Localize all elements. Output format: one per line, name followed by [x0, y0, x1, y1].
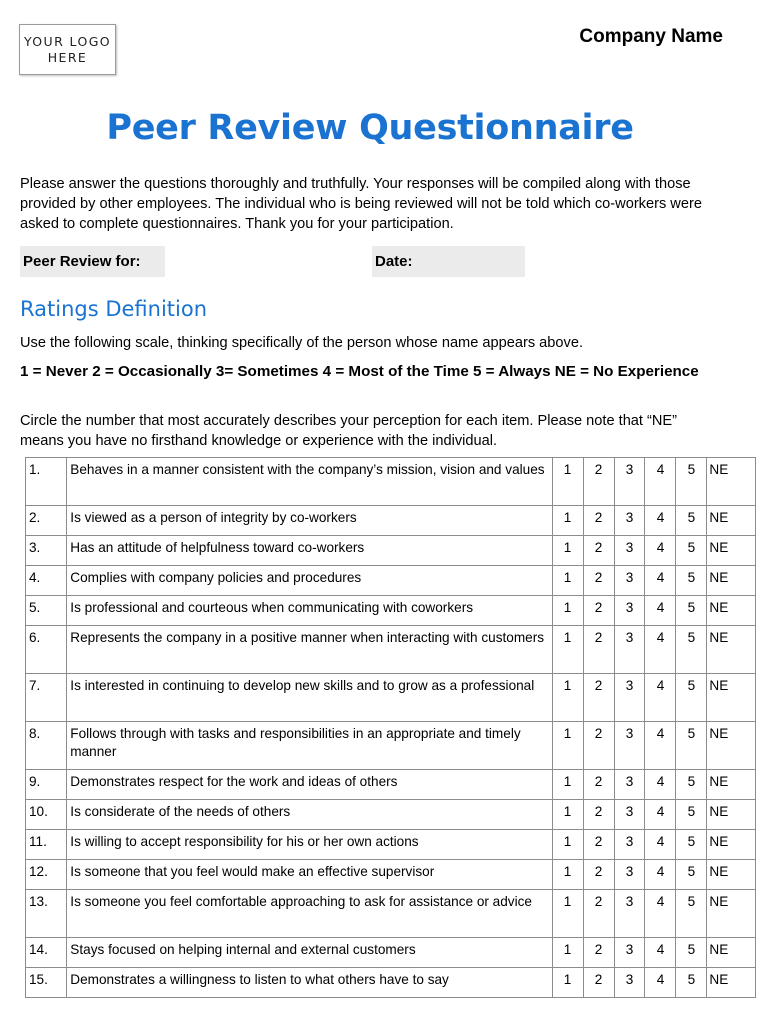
logo-line-1: YOUR LOGO — [23, 33, 112, 49]
rating-option-5[interactable]: 5 — [676, 938, 707, 968]
date-label: Date: — [375, 253, 413, 270]
rating-option-ne[interactable]: NE — [707, 674, 756, 722]
question-number: 1. — [26, 458, 67, 506]
rating-option-5[interactable]: 5 — [676, 968, 707, 998]
rating-option-5[interactable]: 5 — [676, 770, 707, 800]
logo-line-2: HERE — [47, 49, 88, 65]
rating-option-1[interactable]: 1 — [552, 566, 583, 596]
rating-option-5[interactable]: 5 — [676, 890, 707, 938]
rating-option-ne[interactable]: NE — [707, 938, 756, 968]
question-number: 11. — [26, 830, 67, 860]
question-text: Follows through with tasks and responsibilities in an appropriate and timely manner — [67, 722, 552, 770]
rating-option-3[interactable]: 3 — [614, 938, 645, 968]
question-text: Has an attitude of helpfulness toward co-workers — [67, 536, 552, 566]
rating-option-2[interactable]: 2 — [583, 770, 614, 800]
rating-option-4[interactable]: 4 — [645, 800, 676, 830]
rating-option-ne[interactable]: NE — [707, 860, 756, 890]
question-text: Stays focused on helping internal and external customers — [67, 938, 552, 968]
rating-option-1[interactable]: 1 — [552, 860, 583, 890]
question-row — [26, 536, 756, 566]
rating-option-1[interactable]: 1 — [552, 800, 583, 830]
rating-option-5[interactable]: 5 — [676, 596, 707, 626]
question-number: 4. — [26, 566, 67, 596]
rating-option-2[interactable]: 2 — [583, 830, 614, 860]
rating-option-1[interactable]: 1 — [552, 626, 583, 674]
rating-option-3[interactable]: 3 — [614, 626, 645, 674]
rating-option-1[interactable]: 1 — [552, 536, 583, 566]
rating-option-2[interactable]: 2 — [583, 596, 614, 626]
intro-paragraph: Please answer the questions thoroughly and truthfully. Your responses will be compiled along with those provided by other employees. The individual who is being reviewed will not be told which co-workers were asked to complete questionnaires. Thank you for your participation. — [20, 176, 702, 232]
question-number: 15. — [26, 968, 67, 998]
rating-option-ne[interactable]: NE — [707, 458, 756, 506]
question-number: 2. — [26, 506, 67, 536]
rating-option-4[interactable]: 4 — [645, 566, 676, 596]
rating-option-5[interactable]: 5 — [676, 674, 707, 722]
rating-option-5[interactable]: 5 — [676, 458, 707, 506]
rating-option-5[interactable]: 5 — [676, 566, 707, 596]
rating-option-4[interactable]: 4 — [645, 968, 676, 998]
rating-option-2[interactable]: 2 — [583, 890, 614, 938]
rating-option-5[interactable]: 5 — [676, 506, 707, 536]
question-text: Behaves in a manner consistent with the company’s mission, vision and values — [67, 458, 552, 506]
date-field[interactable] — [372, 246, 525, 277]
ratings-definition-heading: Ratings Definition — [20, 297, 208, 321]
peer-review-for-label: Peer Review for: — [23, 253, 141, 270]
rating-option-4[interactable]: 4 — [645, 860, 676, 890]
rating-option-2[interactable]: 2 — [583, 458, 614, 506]
question-text: Is viewed as a person of integrity by co-workers — [67, 506, 552, 536]
question-number: 14. — [26, 938, 67, 968]
company-name: Company Name — [579, 26, 723, 47]
question-text: Demonstrates respect for the work and ideas of others — [67, 770, 552, 800]
rating-option-3[interactable]: 3 — [614, 860, 645, 890]
question-text: Demonstrates a willingness to listen to what others have to say — [67, 968, 552, 998]
rating-option-3[interactable]: 3 — [614, 674, 645, 722]
question-text: Is professional and courteous when communicating with coworkers — [67, 596, 552, 626]
question-text: Is willing to accept responsibility for his or her own actions — [67, 830, 552, 860]
questionnaire-table — [25, 457, 756, 998]
rating-option-ne[interactable]: NE — [707, 506, 756, 536]
rating-option-4[interactable]: 4 — [645, 674, 676, 722]
rating-option-3[interactable]: 3 — [614, 722, 645, 770]
question-row — [26, 626, 756, 674]
rating-option-ne[interactable]: NE — [707, 890, 756, 938]
rating-option-ne[interactable]: NE — [707, 536, 756, 566]
question-text: Represents the company in a positive manner when interacting with customers — [67, 626, 552, 674]
rating-option-2[interactable]: 2 — [583, 722, 614, 770]
rating-option-5[interactable]: 5 — [676, 626, 707, 674]
rating-option-ne[interactable]: NE — [707, 800, 756, 830]
rating-option-2[interactable]: 2 — [583, 674, 614, 722]
question-text: Is someone that you feel would make an effective supervisor — [67, 860, 552, 890]
rating-option-ne[interactable]: NE — [707, 566, 756, 596]
question-text: Is considerate of the needs of others — [67, 800, 552, 830]
question-number: 10. — [26, 800, 67, 830]
rating-option-4[interactable]: 4 — [645, 458, 676, 506]
rating-option-1[interactable]: 1 — [552, 968, 583, 998]
rating-option-1[interactable]: 1 — [552, 770, 583, 800]
rating-option-3[interactable]: 3 — [614, 800, 645, 830]
rating-option-ne[interactable]: NE — [707, 770, 756, 800]
question-row — [26, 968, 756, 998]
question-row — [26, 674, 756, 722]
question-row — [26, 890, 756, 938]
question-number: 12. — [26, 860, 67, 890]
question-row — [26, 830, 756, 860]
rating-option-2[interactable]: 2 — [583, 566, 614, 596]
rating-option-ne[interactable]: NE — [707, 968, 756, 998]
rating-option-ne[interactable]: NE — [707, 596, 756, 626]
rating-option-3[interactable]: 3 — [614, 770, 645, 800]
question-number: 9. — [26, 770, 67, 800]
rating-option-3[interactable]: 3 — [614, 830, 645, 860]
rating-option-4[interactable]: 4 — [645, 938, 676, 968]
question-number: 13. — [26, 890, 67, 938]
question-row — [26, 566, 756, 596]
rating-option-3[interactable]: 3 — [614, 506, 645, 536]
rating-option-3[interactable]: 3 — [614, 458, 645, 506]
rating-option-3[interactable]: 3 — [614, 536, 645, 566]
rating-option-1[interactable]: 1 — [552, 890, 583, 938]
rating-option-5[interactable]: 5 — [676, 830, 707, 860]
rating-option-3[interactable]: 3 — [614, 968, 645, 998]
rating-option-4[interactable]: 4 — [645, 596, 676, 626]
question-row — [26, 800, 756, 830]
rating-option-4[interactable]: 4 — [645, 770, 676, 800]
rating-option-1[interactable]: 1 — [552, 458, 583, 506]
question-row — [26, 938, 756, 968]
question-text: Complies with company policies and procedures — [67, 566, 552, 596]
question-row — [26, 458, 756, 506]
rating-option-ne[interactable]: NE — [707, 722, 756, 770]
rating-option-2[interactable]: 2 — [583, 536, 614, 566]
question-number: 3. — [26, 536, 67, 566]
rating-option-3[interactable]: 3 — [614, 596, 645, 626]
question-number: 7. — [26, 674, 67, 722]
question-row — [26, 860, 756, 890]
rating-option-4[interactable]: 4 — [645, 890, 676, 938]
question-text: Is someone you feel comfortable approaching to ask for assistance or advice — [67, 890, 552, 938]
scale-instructions: Use the following scale, thinking specifically of the person whose name appears above. — [20, 335, 583, 351]
rating-option-4[interactable]: 4 — [645, 722, 676, 770]
question-row — [26, 722, 756, 770]
question-text: Is interested in continuing to develop new skills and to grow as a professional — [67, 674, 552, 722]
rating-option-2[interactable]: 2 — [583, 800, 614, 830]
rating-option-4[interactable]: 4 — [645, 506, 676, 536]
rating-option-2[interactable]: 2 — [583, 968, 614, 998]
rating-option-1[interactable]: 1 — [552, 596, 583, 626]
rating-option-1[interactable]: 1 — [552, 830, 583, 860]
rating-option-4[interactable]: 4 — [645, 830, 676, 860]
page-title: Peer Review Questionnaire — [106, 108, 634, 148]
company-logo-placeholder — [19, 24, 116, 75]
rating-option-2[interactable]: 2 — [583, 938, 614, 968]
question-row — [26, 596, 756, 626]
rating-option-4[interactable]: 4 — [645, 536, 676, 566]
rating-option-1[interactable]: 1 — [552, 938, 583, 968]
question-number: 5. — [26, 596, 67, 626]
rating-option-2[interactable]: 2 — [583, 860, 614, 890]
circle-instructions: Circle the number that most accurately describes your perception for each item. Please note that “NE” means you have no firsthand knowledge or experience with the individual. — [20, 413, 678, 449]
rating-option-2[interactable]: 2 — [583, 506, 614, 536]
rating-option-5[interactable]: 5 — [676, 800, 707, 830]
rating-option-1[interactable]: 1 — [552, 506, 583, 536]
rating-option-5[interactable]: 5 — [676, 860, 707, 890]
rating-option-3[interactable]: 3 — [614, 890, 645, 938]
rating-option-ne[interactable]: NE — [707, 626, 756, 674]
rating-option-ne[interactable]: NE — [707, 830, 756, 860]
rating-option-5[interactable]: 5 — [676, 536, 707, 566]
rating-scale-legend: 1 = Never 2 = Occasionally 3= Sometimes 4 = Most of the Time 5 = Always NE = No Experience — [20, 363, 699, 380]
peer-review-for-field[interactable] — [20, 246, 165, 277]
rating-option-1[interactable]: 1 — [552, 722, 583, 770]
question-number: 8. — [26, 722, 67, 770]
rating-option-2[interactable]: 2 — [583, 626, 614, 674]
question-row — [26, 770, 756, 800]
rating-option-3[interactable]: 3 — [614, 566, 645, 596]
rating-option-1[interactable]: 1 — [552, 674, 583, 722]
rating-option-5[interactable]: 5 — [676, 722, 707, 770]
rating-option-4[interactable]: 4 — [645, 626, 676, 674]
question-number: 6. — [26, 626, 67, 674]
question-row — [26, 506, 756, 536]
